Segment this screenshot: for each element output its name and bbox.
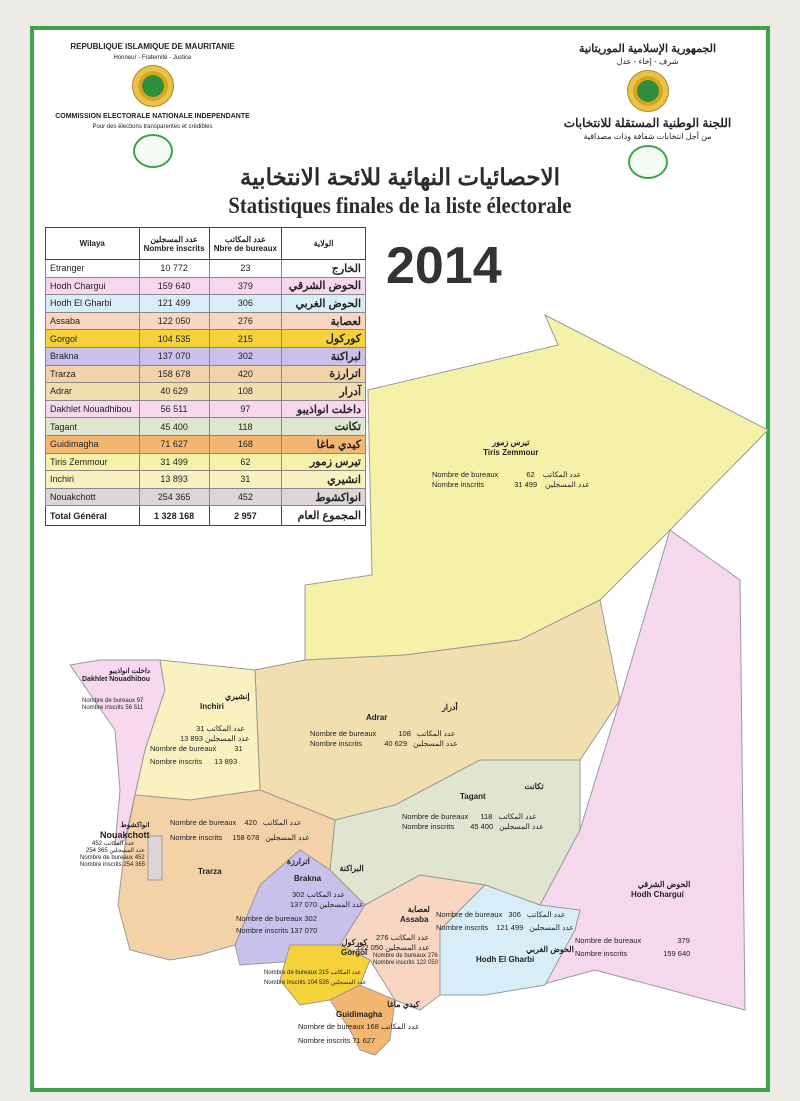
tiris-name-fr: Tiris Zemmour xyxy=(483,448,539,457)
wilaya-name-fr: Nouakchott xyxy=(46,488,140,506)
total-label-fr: Total Général xyxy=(46,506,140,526)
map-label-adrar xyxy=(310,703,458,749)
wilaya-name-fr: Inchiri xyxy=(46,471,140,489)
wilaya-name-fr: Assaba xyxy=(46,312,140,330)
inscrits-value: 13 893 xyxy=(139,471,209,489)
inscrits-value: 10 772 xyxy=(139,260,209,278)
label-bureaux-ar: عدد المكاتب xyxy=(206,724,245,733)
bureaux-value: 97 xyxy=(209,400,281,418)
brakna-name-fr: Brakna xyxy=(294,874,322,883)
label-inscrits-fr: Nombre inscrits xyxy=(373,960,415,966)
col-header-bureaux-fr: Nbre de bureaux xyxy=(213,243,277,253)
bureaux-value: 452 xyxy=(209,488,281,506)
table-total-row xyxy=(46,506,366,526)
col-header-bureaux-ar: عدد المكاتب xyxy=(224,234,266,244)
inscrits-value: 121 499 xyxy=(139,295,209,313)
bureaux-value: 62 xyxy=(209,453,281,471)
hodhgharbi-name-fr: Hodh El Gharbi xyxy=(476,955,535,964)
title-fr: Statistiques finales de la liste électorale xyxy=(228,193,572,218)
map-label-assaba xyxy=(356,905,430,953)
table-row xyxy=(46,365,366,383)
tagant-inscrits: 45 400 xyxy=(470,822,494,831)
hodhgharbi-inscrits: 121 499 xyxy=(496,923,524,932)
label-inscrits-ar: عدد المسجلين xyxy=(385,943,430,952)
wilaya-name-fr: Tagant xyxy=(46,418,140,436)
dakhlet-inscrits: 56 511 xyxy=(125,705,144,711)
map-label-tagant xyxy=(402,782,544,832)
label-inscrits-ar: عدد المسجلين xyxy=(109,848,145,854)
map-label-tiris xyxy=(432,438,590,490)
col-header-wilaya-label: Wilaya xyxy=(79,239,105,248)
bureaux-value: 23 xyxy=(209,260,281,278)
label-inscrits-ar: عدد المسجلين xyxy=(330,980,367,986)
table-row xyxy=(46,488,366,506)
inscrits-value: 122 050 xyxy=(139,312,209,330)
assaba-name-ar: لعصابة xyxy=(407,905,430,914)
label-bureaux-fr: Nombre de bureaux xyxy=(432,470,499,479)
label-inscrits-ar: عدد المسجلين xyxy=(413,739,458,748)
label-bureaux-ar: عدد المكاتب xyxy=(542,470,582,479)
map-label-brakna xyxy=(236,864,364,936)
inscrits-value: 137 070 xyxy=(139,347,209,365)
label-bureaux-fr: Nombre de bureaux xyxy=(264,970,318,976)
label-inscrits-fr: Nombre inscrits xyxy=(310,739,363,748)
label-inscrits-fr: Nombre inscrits xyxy=(236,926,289,935)
label-bureaux-fr: Nombre de bureaux xyxy=(298,1022,365,1031)
inscrits-value: 158 678 xyxy=(139,365,209,383)
label-inscrits-ar: عدد المسجلين xyxy=(499,822,544,831)
col-header-inscrits-ar: عدد المسجلين xyxy=(150,234,198,244)
inchiri-name-fr: Inchiri xyxy=(200,702,225,711)
assaba-inscrits: 122 050 xyxy=(416,960,439,966)
label-bureaux-fr: Nombre de bureaux xyxy=(170,818,237,827)
bureaux-value: 168 xyxy=(209,435,281,453)
dakhlet-name-fr: Dakhlet Nouadhibou xyxy=(82,676,151,683)
wilaya-name-ar: كيدي ماغا xyxy=(282,435,366,453)
bureaux-value: 302 xyxy=(209,347,281,365)
label-bureaux-ar: عدد المكاتب xyxy=(330,970,362,976)
statistics-table xyxy=(45,227,366,526)
bureaux-value: 118 xyxy=(209,418,281,436)
inchiri-bureaux-ar-line: 31 xyxy=(196,724,205,733)
wilaya-name-ar: لعصابة xyxy=(282,312,366,330)
wilaya-name-ar: داخلت انواذيبو xyxy=(282,400,366,418)
inchiri-bureaux: 31 xyxy=(234,744,243,753)
inchiri-inscrits-ar-line: 13 893 xyxy=(180,734,203,743)
wilaya-name-ar: تكانت xyxy=(282,418,366,436)
assaba-name-fr: Assaba xyxy=(400,915,429,924)
label-inscrits-ar: عدد المسجلين xyxy=(205,734,250,743)
hodhchargui-inscrits: 159 640 xyxy=(663,949,691,958)
wilaya-name-fr: Etranger xyxy=(46,260,140,278)
map-label-gorgol xyxy=(325,938,367,958)
nouakchott-name-ar: انواكشوط xyxy=(120,822,150,829)
gorgol-inscrits: 104 535 xyxy=(307,980,330,986)
wilaya-name-fr: Hodh Chargui xyxy=(46,277,140,295)
nouakchott-inscrits-ar-line: 254 365 xyxy=(86,848,108,854)
label-inscrits-fr: Nombre inscrits xyxy=(82,705,124,711)
guidimagha-inscrits: 71 627 xyxy=(352,1036,376,1045)
motto-fr: Honneur - Fraternité - Justice xyxy=(113,55,192,61)
label-inscrits-ar: عدد المسجلين xyxy=(265,833,310,842)
tiris-bureaux: 62 xyxy=(526,470,535,479)
bureaux-value: 31 xyxy=(209,471,281,489)
adrar-inscrits: 40 629 xyxy=(384,739,408,748)
table-row xyxy=(46,277,366,295)
col-header-inscrits xyxy=(139,228,209,260)
label-inscrits-ar: عدد المسجلين xyxy=(529,923,574,932)
assaba-bureaux: 276 xyxy=(427,953,438,959)
tagant-bureaux: 118 xyxy=(480,812,493,821)
total-bureaux: 2 957 xyxy=(209,506,281,526)
label-inscrits-ar: عدد المسجلين xyxy=(319,900,364,909)
country-name-ar: الجمهورية الإسلامية الموريتانية xyxy=(579,43,716,55)
wilaya-name-fr: Tiris Zemmour xyxy=(46,453,140,471)
label-bureaux-fr: Nombre de bureaux xyxy=(150,744,217,753)
table-body xyxy=(46,260,366,526)
table-row xyxy=(46,260,366,278)
assaba-bureaux-ar-line: 276 xyxy=(376,933,389,942)
col-header-wilaya-ar-label: الولاية xyxy=(313,239,334,248)
dakhlet-bureaux: 97 xyxy=(136,698,144,704)
region-nouakchott xyxy=(148,836,162,880)
country-name-fr: REPUBLIQUE ISLAMIQUE DE MAURITANIE xyxy=(70,42,235,51)
tiris-name-ar: تيرس زمور xyxy=(492,438,530,447)
wilaya-name-ar: انشيري xyxy=(282,471,366,489)
map-label-inchiri xyxy=(150,692,250,767)
wilaya-name-ar: الخارج xyxy=(282,260,366,278)
col-header-wilaya-ar xyxy=(282,228,366,260)
tagant-name-fr: Tagant xyxy=(460,792,486,801)
hodhchargui-bureaux: 379 xyxy=(677,936,690,945)
bureaux-value: 420 xyxy=(209,365,281,383)
dakhlet-name-ar: داخلت انواذيبو xyxy=(109,668,151,675)
bureaux-value: 108 xyxy=(209,383,281,401)
inscrits-value: 159 640 xyxy=(139,277,209,295)
wilaya-name-fr: Hodh El Gharbi xyxy=(46,295,140,313)
map-label-gorgol-values xyxy=(264,970,366,987)
map-label-dakhlet xyxy=(82,668,150,712)
col-header-inscrits-fr: Nombre inscrits xyxy=(143,243,205,253)
gorgol-name-fr: Gorgol xyxy=(341,948,368,957)
table-row xyxy=(46,435,366,453)
col-header-wilaya xyxy=(46,228,140,260)
hodhgharbi-name-ar: الحوض الغربي xyxy=(526,945,574,954)
wilaya-name-fr: Guidimagha xyxy=(46,435,140,453)
wilaya-name-ar: كوركول xyxy=(282,330,366,348)
label-inscrits-fr: Nombre inscrits xyxy=(170,833,223,842)
year: 2014 xyxy=(386,237,502,295)
inscrits-value: 104 535 xyxy=(139,330,209,348)
bureaux-value: 379 xyxy=(209,277,281,295)
table-row xyxy=(46,471,366,489)
wilaya-name-ar: اترارزة xyxy=(282,365,366,383)
table-row xyxy=(46,383,366,401)
total-label-ar: المجموع العام xyxy=(282,506,366,526)
table-row xyxy=(46,418,366,436)
table-row xyxy=(46,347,366,365)
tiris-inscrits: 31 499 xyxy=(514,480,538,489)
col-header-bureaux xyxy=(209,228,281,260)
label-bureaux-ar: عدد المكاتب xyxy=(416,729,456,738)
label-inscrits-fr: Nombre inscrits xyxy=(150,757,203,766)
brakna-bureaux-ar-line: 302 xyxy=(292,890,305,899)
label-inscrits-fr: Nombre inscrits xyxy=(298,1036,351,1045)
adrar-name-fr: Adrar xyxy=(366,713,388,722)
label-bureaux-fr: Nombre de bureaux xyxy=(236,914,303,923)
label-inscrits-fr: Nombre inscrits xyxy=(436,923,489,932)
title-ar: الاحصائيات النهائية للائحة الانتخابية xyxy=(239,164,561,190)
nouakchott-bureaux: 452 xyxy=(134,855,145,861)
label-bureaux-fr: Nombre de bureaux xyxy=(310,729,377,738)
commission-name-ar: اللجنة الوطنية المستقلة للانتخابات xyxy=(563,116,732,130)
label-bureaux-ar: عدد المكاتب xyxy=(498,812,537,821)
label-inscrits-fr: Nombre inscrits xyxy=(402,822,455,831)
wilaya-name-fr: Adrar xyxy=(46,383,140,401)
label-inscrits-fr: Nombre inscrits xyxy=(575,949,628,958)
trarza-bureaux: 420 xyxy=(244,818,257,827)
brakna-inscrits: 137 070 xyxy=(290,926,318,935)
label-bureaux-ar: عدد المكاتب xyxy=(526,910,566,919)
adrar-bureaux: 108 xyxy=(398,729,411,738)
tagant-name-ar: تكانت xyxy=(524,782,544,791)
hodhchargui-name-ar: الحوض الشرقي xyxy=(637,880,691,889)
brakna-inscrits-ar-line: 137 070 xyxy=(290,900,318,909)
wilaya-name-ar: الحوض الشرقي xyxy=(282,277,366,295)
hodhgharbi-bureaux: 306 xyxy=(508,910,521,919)
inscrits-value: 40 629 xyxy=(139,383,209,401)
guidimagha-name-ar: كيدي ماغا xyxy=(387,1000,420,1009)
label-inscrits-fr: Nombre inscrits xyxy=(80,862,122,868)
adrar-name-ar: أدرار xyxy=(441,703,458,712)
label-bureaux-fr: Nombre de bureaux xyxy=(80,855,134,861)
table-row xyxy=(46,295,366,313)
map-label-hodh-el-gharbi xyxy=(436,910,574,965)
map-label-assaba-fr-values xyxy=(373,953,438,967)
label-bureaux-ar: عدد المكاتب xyxy=(390,933,430,942)
inscrits-value: 254 365 xyxy=(139,488,209,506)
map-label-hodh-chargui xyxy=(575,880,690,959)
wilaya-name-fr: Trarza xyxy=(46,365,140,383)
bureaux-value: 306 xyxy=(209,295,281,313)
label-inscrits-fr: Nombre inscrits xyxy=(264,980,306,986)
table-row xyxy=(46,400,366,418)
guidimagha-bureaux: 168 xyxy=(366,1022,379,1031)
inscrits-value: 56 511 xyxy=(139,400,209,418)
trarza-inscrits: 158 678 xyxy=(232,833,260,842)
gorgol-name-ar: كوركول xyxy=(341,938,368,947)
inscrits-value: 45 400 xyxy=(139,418,209,436)
label-inscrits-fr: Nombre inscrits xyxy=(432,480,485,489)
nouakchott-name-fr: Nouakchott xyxy=(100,830,150,840)
wilaya-name-ar: تيرس زمور xyxy=(282,453,366,471)
wilaya-name-ar: انواكشوط xyxy=(282,488,366,506)
trarza-name-fr: Trarza xyxy=(198,867,222,876)
table-row xyxy=(46,330,366,348)
guidimagha-name-fr: Guidimagha xyxy=(336,1010,383,1019)
table-row xyxy=(46,453,366,471)
map-label-guidimagha xyxy=(298,1000,419,1046)
bureaux-value: 215 xyxy=(209,330,281,348)
nouakchott-bureaux-ar-line: 452 xyxy=(92,841,103,847)
bureaux-value: 276 xyxy=(209,312,281,330)
wilaya-name-ar: آدرار xyxy=(282,383,366,401)
hodhchargui-name-fr: Hodh Chargui xyxy=(631,890,684,899)
motto-ar: شرف - إخاء - عدل xyxy=(616,57,679,66)
brakna-name-ar: البراكنة xyxy=(339,864,364,873)
wilaya-name-fr: Brakna xyxy=(46,347,140,365)
inchiri-inscrits: 13 893 xyxy=(214,757,238,766)
wilaya-name-ar: الحوض الغربي xyxy=(282,295,366,313)
assaba-inscrits-ar-line: 122 050 xyxy=(356,943,384,952)
label-bureaux-fr: Nombre de bureaux xyxy=(373,953,427,959)
slogan-ar: من أجل انتخابات شفافة وذات مصداقية xyxy=(583,132,712,141)
total-inscrits: 1 328 168 xyxy=(139,506,209,526)
label-bureaux-ar: عدد المكاتب xyxy=(381,1022,420,1031)
label-bureaux-ar: عدد المكاتب xyxy=(103,841,135,847)
label-inscrits-ar: عدد المسجلين xyxy=(545,480,590,489)
table-row xyxy=(46,312,366,330)
inchiri-name-ar: إنشيري xyxy=(224,692,250,701)
label-bureaux-ar: عدد المكاتب xyxy=(306,890,346,899)
wilaya-name-ar: لبراكنة xyxy=(282,347,366,365)
slogan-fr: Pour des élections transparentes et crédibles xyxy=(92,124,213,130)
label-bureaux-fr: Nombre de bureaux xyxy=(82,698,136,704)
table-header-row xyxy=(46,228,366,260)
trarza-name-ar: اترارزة xyxy=(286,857,310,866)
map-label-nouakchott xyxy=(80,822,150,869)
label-bureaux-fr: Nombre de bureaux xyxy=(575,936,642,945)
label-bureaux-fr: Nombre de bureaux xyxy=(402,812,469,821)
nouakchott-inscrits: 254 365 xyxy=(123,862,146,868)
commission-name-fr: COMMISSION ELECTORALE NATIONALE INDEPENDANTE xyxy=(55,113,250,120)
brakna-bureaux: 302 xyxy=(304,914,317,923)
inscrits-value: 31 499 xyxy=(139,453,209,471)
wilaya-name-fr: Dakhlet Nouadhibou xyxy=(46,400,140,418)
gorgol-bureaux: 215 xyxy=(318,970,329,976)
wilaya-name-fr: Gorgol xyxy=(46,330,140,348)
label-bureaux-ar: عدد المكاتب xyxy=(262,818,302,827)
label-bureaux-fr: Nombre de bureaux xyxy=(436,910,503,919)
inscrits-value: 71 627 xyxy=(139,435,209,453)
